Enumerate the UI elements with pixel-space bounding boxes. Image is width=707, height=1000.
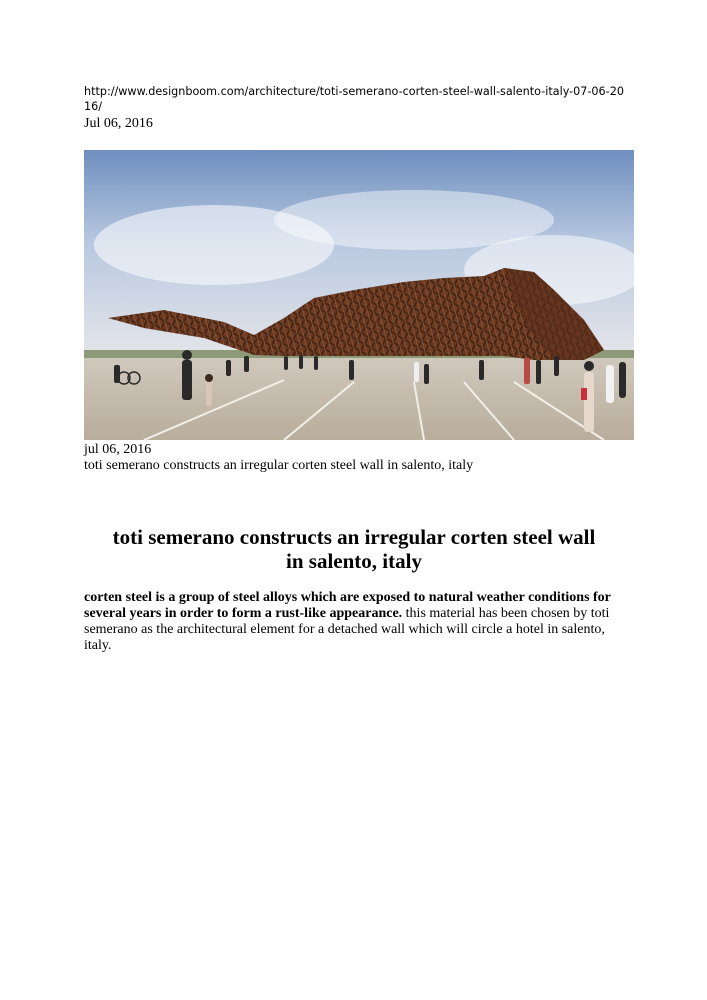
headline-line-1: toti semerano constructs an irregular corten steel wall [112,525,596,549]
caption-date: jul 06, 2016 [84,442,152,457]
body-bold-lead: corten steel is a group of steel alloys which are exposed to natural weather conditions for several years in order to form a rust-like appearance. [84,590,611,621]
body-rest: this material has been chosen by toti semerano as the architectural element for a detached wall which will circle a hotel in salento, italy. [84,606,610,653]
corten-steel-wall-photo [84,150,634,440]
publication-date: Jul 06, 2016 [84,116,153,131]
headline-line-2: in salento, italy [286,549,422,573]
caption-text: toti semerano constructs an irregular corten steel wall in salento, italy [84,458,474,473]
source-url: http://www.designboom.com/architecture/toti-semerano-corten-steel-wall-salento-italy-07-06-2016/ [84,85,624,113]
article-body [84,590,629,654]
article-headline [84,525,624,573]
